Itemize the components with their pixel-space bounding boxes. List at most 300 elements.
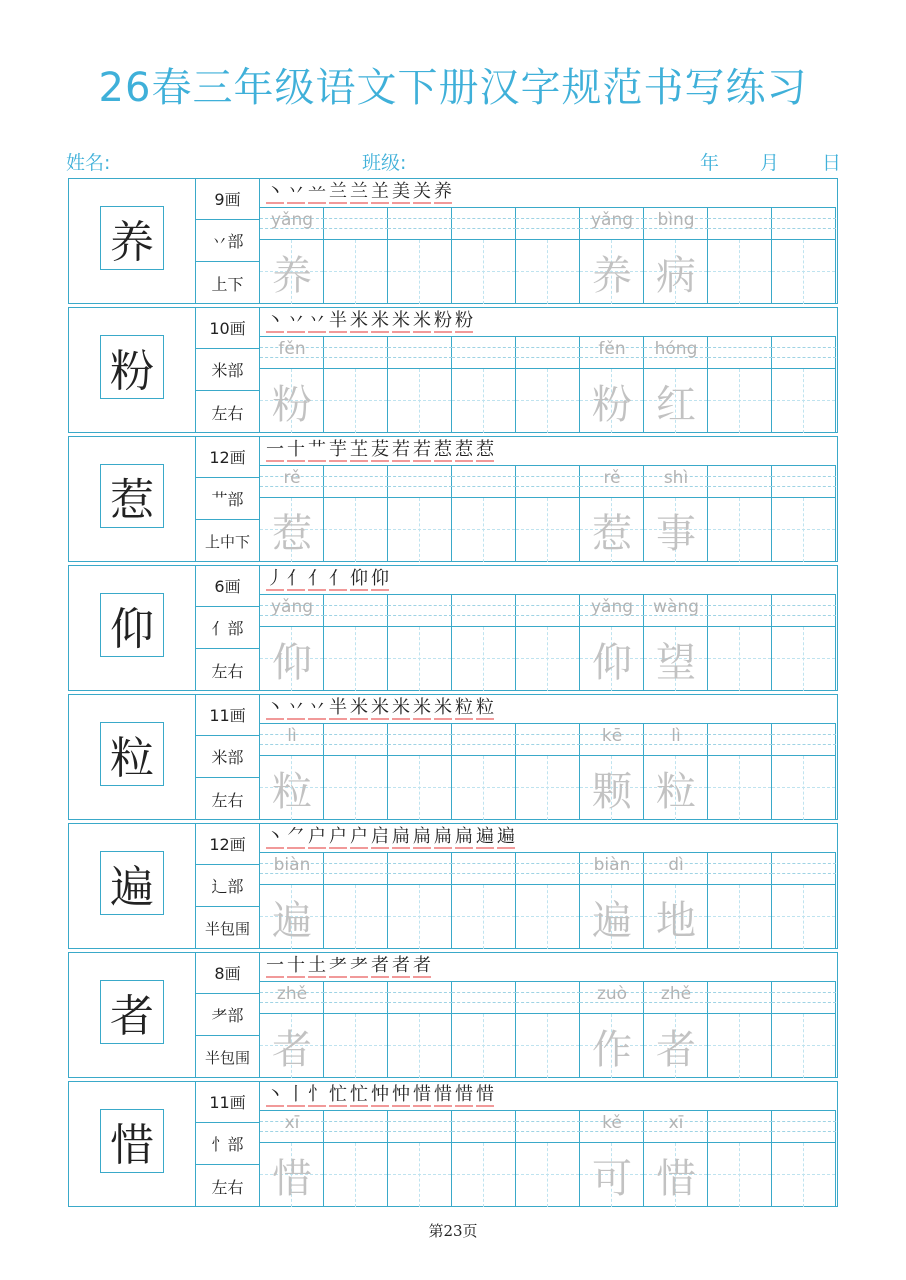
practice-cell[interactable]	[516, 208, 580, 304]
practice-cell[interactable]	[388, 208, 452, 304]
pinyin-box	[324, 1111, 388, 1143]
trace-char	[772, 627, 836, 691]
pinyin-box	[388, 595, 452, 627]
trace-char	[324, 627, 388, 691]
pinyin-box	[516, 853, 580, 885]
tian-zi-box	[772, 627, 836, 691]
practice-cell[interactable]	[580, 337, 644, 433]
stroke-count: 11画	[196, 1081, 260, 1123]
pinyin-box	[772, 853, 836, 885]
tian-zi-box	[580, 498, 644, 562]
practice-cell[interactable]	[772, 853, 836, 949]
pinyin-box	[260, 1111, 324, 1143]
stroke-count: 11画	[196, 694, 260, 736]
practice-cell[interactable]	[644, 1111, 708, 1207]
pinyin-box	[260, 595, 324, 627]
pinyin-box	[260, 853, 324, 885]
practice-cell[interactable]	[388, 595, 452, 691]
stroke-step: 丿	[266, 567, 284, 589]
pinyin-box	[324, 853, 388, 885]
radical-label: 辶部	[196, 865, 260, 907]
stroke-order	[260, 823, 836, 853]
pinyin-box	[708, 853, 772, 885]
radical-label: 米部	[196, 736, 260, 778]
trace-char: 地	[656, 897, 696, 944]
pinyin-box	[772, 982, 836, 1014]
tian-zi-box	[772, 1143, 836, 1207]
practice-cell[interactable]	[260, 337, 324, 433]
pinyin-box	[388, 982, 452, 1014]
pinyin-box	[516, 1111, 580, 1143]
structure-label: 半包围	[196, 907, 260, 949]
practice-cell[interactable]	[452, 595, 516, 691]
trace-char	[388, 1143, 452, 1207]
trace-char: 作	[592, 1026, 632, 1073]
pinyin-box	[324, 982, 388, 1014]
practice-cell[interactable]	[708, 1111, 772, 1207]
pinyin-box	[260, 724, 324, 756]
trace-char	[708, 1014, 772, 1078]
practice-cell[interactable]	[452, 1111, 516, 1207]
pinyin-box	[516, 337, 580, 369]
tian-zi-box	[452, 369, 516, 433]
stroke-step: 惹	[455, 438, 473, 460]
pinyin-box	[452, 982, 516, 1014]
pinyin-box	[388, 208, 452, 240]
trace-char: 养	[592, 252, 632, 299]
practice-cell[interactable]	[260, 982, 324, 1078]
stroke-step: 扁	[413, 825, 431, 847]
stroke-step: 忙	[329, 1083, 347, 1105]
stroke-step: 粒	[476, 696, 494, 718]
tian-zi-box	[708, 240, 772, 304]
stroke-step: 惹	[476, 438, 494, 460]
writing-grid	[260, 724, 836, 820]
practice-cell[interactable]	[708, 724, 772, 820]
stroke-order	[260, 565, 836, 595]
practice-cell[interactable]	[772, 1111, 836, 1207]
stroke-step: 遍	[497, 825, 515, 847]
tian-zi-box	[708, 756, 772, 820]
trace-char: 红	[656, 381, 696, 428]
practice-row	[68, 436, 838, 562]
pinyin-box	[452, 595, 516, 627]
practice-cell[interactable]	[516, 853, 580, 949]
pinyin-box	[644, 466, 708, 498]
stroke-step: 仰	[350, 567, 368, 589]
trace-char	[452, 369, 516, 433]
stroke-step: 米	[350, 696, 368, 718]
practice-cell[interactable]	[388, 724, 452, 820]
pinyin-text: zhě	[660, 984, 692, 1004]
tian-zi-box	[516, 240, 580, 304]
structure-label: 左右	[196, 778, 260, 820]
stroke-step: 扁	[434, 825, 452, 847]
pinyin-box	[452, 466, 516, 498]
practice-cell[interactable]	[452, 208, 516, 304]
writing-grid	[260, 853, 836, 949]
stroke-step: 仰	[371, 567, 389, 589]
tian-zi-box	[772, 885, 836, 949]
practice-cell[interactable]	[452, 337, 516, 433]
trace-char: 惹	[272, 510, 312, 557]
practice-cell[interactable]	[388, 337, 452, 433]
practice-cell[interactable]	[772, 208, 836, 304]
practice-cell[interactable]	[772, 595, 836, 691]
pinyin-box	[772, 337, 836, 369]
practice-cell[interactable]	[260, 466, 324, 562]
practice-cell[interactable]	[324, 337, 388, 433]
stroke-step: 者	[371, 954, 389, 976]
radical-label: 忄部	[196, 1123, 260, 1165]
writing-grid	[260, 208, 836, 304]
pinyin-box	[580, 466, 644, 498]
stroke-step: 惜	[455, 1083, 473, 1105]
pinyin-box	[452, 853, 516, 885]
structure-label: 左右	[196, 391, 260, 433]
structure-label: 左右	[196, 1165, 260, 1207]
practice-cell[interactable]	[260, 595, 324, 691]
practice-cell[interactable]	[772, 337, 836, 433]
trace-char	[708, 240, 772, 304]
pinyin-box	[260, 466, 324, 498]
stroke-order	[260, 178, 836, 208]
tian-zi-box	[260, 756, 324, 820]
pinyin-box	[644, 208, 708, 240]
pinyin-box	[580, 337, 644, 369]
page-title: 26春三年级语文下册汉字规范书写练习	[98, 65, 808, 111]
practice-cell[interactable]	[772, 982, 836, 1078]
stroke-step: 美	[392, 180, 410, 202]
stroke-count: 12画	[196, 823, 260, 865]
tian-zi-box	[452, 1143, 516, 1207]
trace-char: 颗	[592, 768, 632, 815]
practice-cell[interactable]	[516, 724, 580, 820]
stroke-step: 亻	[329, 567, 347, 589]
stroke-count: 10画	[196, 307, 260, 349]
stroke-step: 丷	[287, 309, 305, 331]
structure-label: 半包围	[196, 1036, 260, 1078]
pinyin-box	[516, 466, 580, 498]
pinyin-box	[388, 1111, 452, 1143]
page-number: 第23页	[428, 1222, 478, 1240]
tian-zi-box	[452, 1014, 516, 1078]
pinyin-box	[772, 595, 836, 627]
stroke-step: 关	[413, 180, 431, 202]
pinyin-box	[452, 337, 516, 369]
practice-cell[interactable]	[708, 466, 772, 562]
pinyin-text: yǎng	[270, 210, 314, 230]
tian-zi-box	[260, 369, 324, 433]
stroke-step: 丷	[287, 180, 305, 202]
stroke-step: 粒	[455, 696, 473, 718]
tian-zi-box	[452, 756, 516, 820]
trace-char	[452, 756, 516, 820]
practice-cell[interactable]	[388, 466, 452, 562]
stroke-step: 惜	[434, 1083, 452, 1105]
stroke-order	[260, 952, 836, 982]
tian-zi-box	[388, 240, 452, 304]
stroke-count: 8画	[196, 952, 260, 994]
tian-zi-box	[324, 498, 388, 562]
tian-zi-box	[516, 627, 580, 691]
trace-char: 养	[272, 252, 312, 299]
practice-cell[interactable]	[580, 466, 644, 562]
stroke-step: 扁	[392, 825, 410, 847]
main-char-cell	[68, 823, 196, 949]
stroke-step: 丶	[266, 1083, 284, 1105]
trace-char: 仰	[272, 639, 312, 686]
tian-zi-box	[772, 1014, 836, 1078]
pinyin-box	[580, 595, 644, 627]
pinyin-box	[260, 337, 324, 369]
main-char-cell	[68, 565, 196, 691]
stroke-step: 米	[350, 309, 368, 331]
tian-zi-box	[260, 885, 324, 949]
tian-zi-box	[324, 627, 388, 691]
tian-zi-box	[772, 369, 836, 433]
practice-cell[interactable]	[388, 982, 452, 1078]
trace-char	[324, 885, 388, 949]
stroke-step: 苃	[371, 438, 389, 460]
practice-row	[68, 694, 838, 820]
pinyin-text: fěn	[278, 339, 306, 359]
stroke-step: 十	[287, 954, 305, 976]
practice-cell[interactable]	[260, 1111, 324, 1207]
pinyin-box	[452, 724, 516, 756]
pinyin-text: biàn	[593, 855, 631, 875]
practice-cell[interactable]	[708, 853, 772, 949]
tian-zi-box	[580, 369, 644, 433]
practice-cell[interactable]	[388, 853, 452, 949]
trace-char: 惹	[592, 510, 632, 557]
tian-zi-box	[260, 1014, 324, 1078]
practice-cell[interactable]	[644, 466, 708, 562]
practice-cell[interactable]	[260, 853, 324, 949]
stroke-step: 米	[434, 696, 452, 718]
pinyin-text: bìng	[657, 210, 695, 230]
stroke-step: 米	[413, 309, 431, 331]
trace-char	[516, 627, 580, 691]
tian-zi-box	[324, 885, 388, 949]
stroke-step: 艹	[308, 438, 326, 460]
stroke-step: ⺈	[287, 825, 305, 847]
pinyin-text: dì	[668, 855, 684, 875]
practice-cell[interactable]	[644, 208, 708, 304]
pinyin-box	[772, 466, 836, 498]
practice-cell[interactable]	[452, 724, 516, 820]
pinyin-text: xī	[284, 1113, 300, 1133]
pinyin-box	[644, 724, 708, 756]
practice-cell[interactable]	[324, 853, 388, 949]
pinyin-box	[580, 724, 644, 756]
radical-label: 亻部	[196, 607, 260, 649]
practice-cell[interactable]	[644, 982, 708, 1078]
practice-cell[interactable]	[324, 208, 388, 304]
trace-char	[772, 369, 836, 433]
practice-cell[interactable]	[644, 853, 708, 949]
trace-char	[388, 756, 452, 820]
stroke-order	[260, 307, 836, 337]
pinyin-box	[644, 595, 708, 627]
trace-char: 遍	[272, 897, 312, 944]
structure-label: 上下	[196, 262, 260, 304]
stroke-step: 兰	[350, 180, 368, 202]
trace-char	[772, 756, 836, 820]
tian-zi-box	[708, 1014, 772, 1078]
stroke-count: 9画	[196, 178, 260, 220]
class-label: 班级:	[362, 152, 407, 174]
trace-char	[772, 885, 836, 949]
tian-zi-box	[388, 369, 452, 433]
writing-grid	[260, 595, 836, 691]
tian-zi-box	[516, 1143, 580, 1207]
pinyin-box	[388, 466, 452, 498]
tian-zi-box	[708, 627, 772, 691]
trace-char	[324, 498, 388, 562]
tian-zi-box	[388, 627, 452, 691]
stroke-step: 丶	[266, 825, 284, 847]
practice-cell[interactable]	[516, 466, 580, 562]
practice-cell[interactable]	[644, 337, 708, 433]
trace-char	[324, 369, 388, 433]
stroke-step: 米	[413, 696, 431, 718]
pinyin-box	[708, 1111, 772, 1143]
stroke-step: 粉	[434, 309, 452, 331]
practice-cell[interactable]	[452, 982, 516, 1078]
practice-cell[interactable]	[452, 466, 516, 562]
practice-row	[68, 178, 838, 304]
pinyin-box	[324, 724, 388, 756]
main-char: 遍	[100, 851, 164, 915]
practice-cell[interactable]	[324, 466, 388, 562]
practice-cell[interactable]	[324, 595, 388, 691]
practice-cell[interactable]	[708, 337, 772, 433]
practice-cell[interactable]	[580, 982, 644, 1078]
practice-cell[interactable]	[644, 595, 708, 691]
tian-zi-box	[708, 498, 772, 562]
trace-char	[452, 240, 516, 304]
stroke-step: 半	[329, 309, 347, 331]
tian-zi-box	[516, 885, 580, 949]
main-char: 粒	[100, 722, 164, 786]
practice-cell[interactable]	[580, 595, 644, 691]
practice-cell[interactable]	[324, 724, 388, 820]
stroke-step: 者	[413, 954, 431, 976]
stroke-step: 芏	[350, 438, 368, 460]
tian-zi-box	[260, 240, 324, 304]
main-char-cell	[68, 178, 196, 304]
pinyin-text: biàn	[273, 855, 311, 875]
trace-char	[388, 627, 452, 691]
practice-cell[interactable]	[580, 853, 644, 949]
trace-char	[708, 627, 772, 691]
tian-zi-box	[772, 240, 836, 304]
practice-cell[interactable]	[644, 724, 708, 820]
practice-cell[interactable]	[516, 595, 580, 691]
pinyin-text: yǎng	[590, 597, 634, 617]
practice-cell[interactable]	[772, 466, 836, 562]
stroke-step: 亻	[287, 567, 305, 589]
stroke-step: 惜	[413, 1083, 431, 1105]
practice-row	[68, 565, 838, 691]
trace-char	[516, 240, 580, 304]
pinyin-box	[644, 982, 708, 1014]
pinyin-box	[516, 982, 580, 1014]
stroke-step: 惜	[476, 1083, 494, 1105]
pinyin-box	[644, 1111, 708, 1143]
trace-char	[516, 885, 580, 949]
trace-char: 粉	[272, 381, 312, 428]
stroke-step: 若	[413, 438, 431, 460]
practice-cell[interactable]	[708, 982, 772, 1078]
practice-row	[68, 1081, 838, 1207]
practice-cell[interactable]	[708, 208, 772, 304]
pinyin-box	[772, 208, 836, 240]
practice-cell[interactable]	[452, 853, 516, 949]
stroke-step: 忄	[308, 1083, 326, 1105]
trace-char	[452, 885, 516, 949]
main-char: 仰	[100, 593, 164, 657]
pinyin-text: yǎng	[590, 210, 634, 230]
stroke-step: 米	[371, 696, 389, 718]
tian-zi-box	[708, 885, 772, 949]
tian-zi-box	[644, 627, 708, 691]
practice-cell[interactable]	[516, 337, 580, 433]
pinyin-box	[772, 1111, 836, 1143]
stroke-step: 忙	[350, 1083, 368, 1105]
stroke-step: 一	[266, 954, 284, 976]
practice-cell[interactable]	[772, 724, 836, 820]
practice-cell[interactable]	[580, 1111, 644, 1207]
practice-cell[interactable]	[580, 208, 644, 304]
tian-zi-box	[388, 1014, 452, 1078]
stroke-step: 米	[392, 696, 410, 718]
stroke-step: 丷	[308, 696, 326, 718]
practice-cell[interactable]	[260, 208, 324, 304]
trace-char	[324, 240, 388, 304]
tian-zi-box	[516, 498, 580, 562]
practice-cell[interactable]	[580, 724, 644, 820]
stroke-step: 户	[329, 825, 347, 847]
year-label: 年	[700, 152, 720, 174]
tian-zi-box	[644, 240, 708, 304]
practice-row	[68, 952, 838, 1078]
structure-label: 上中下	[196, 520, 260, 562]
stroke-count: 6画	[196, 565, 260, 607]
trace-char: 粒	[272, 768, 312, 815]
practice-cell[interactable]	[388, 1111, 452, 1207]
main-char: 养	[100, 206, 164, 270]
pinyin-box	[388, 337, 452, 369]
tian-zi-box	[388, 756, 452, 820]
tian-zi-box	[452, 627, 516, 691]
stroke-step: 若	[392, 438, 410, 460]
trace-char	[516, 369, 580, 433]
trace-char	[708, 885, 772, 949]
practice-cell[interactable]	[324, 1111, 388, 1207]
pinyin-text: shì	[663, 468, 689, 488]
pinyin-box	[708, 595, 772, 627]
tian-zi-box	[580, 756, 644, 820]
pinyin-box	[452, 208, 516, 240]
practice-cell[interactable]	[708, 595, 772, 691]
practice-cell[interactable]	[324, 982, 388, 1078]
practice-cell[interactable]	[516, 1111, 580, 1207]
practice-cell[interactable]	[260, 724, 324, 820]
practice-cell[interactable]	[516, 982, 580, 1078]
tian-zi-box	[772, 498, 836, 562]
